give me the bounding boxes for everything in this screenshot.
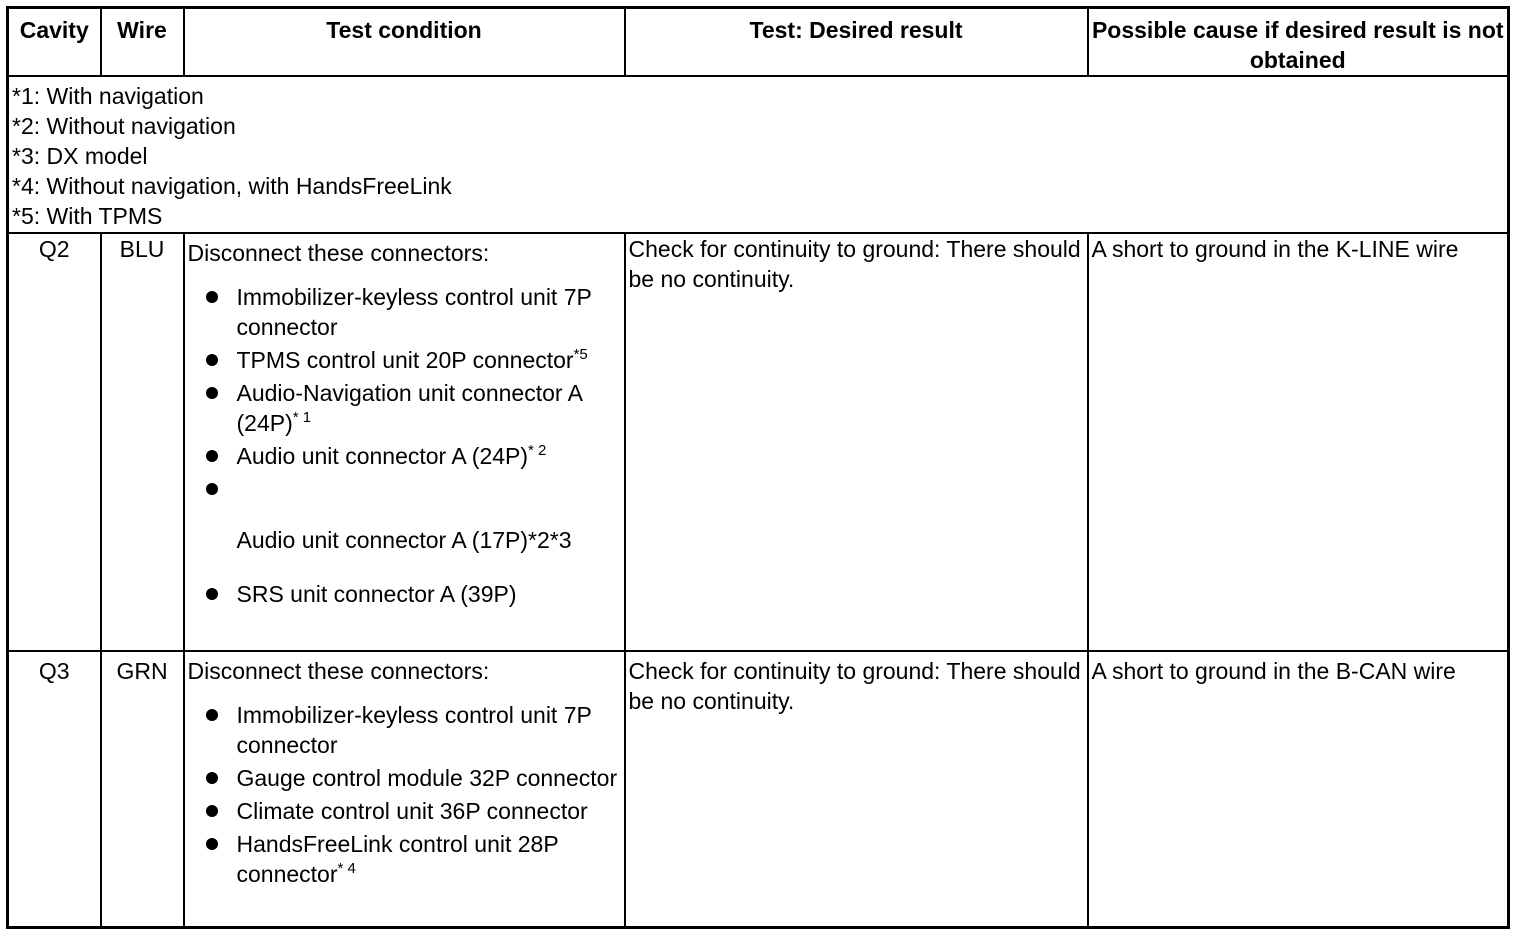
footnote: *5: With TPMS [12,203,163,229]
header-test-condition: Test condition [184,8,625,77]
footnote-ref: * 2 [528,442,547,459]
list-item: TPMS control unit 20P connector$^{*5}$ [188,345,621,375]
list-item: SRS unit connector A (39P) [188,579,621,609]
list-item-text: Audio unit connector A (17P)*2*3 [236,527,572,553]
notes-row [8,76,1509,233]
footnote: *3: DX model [12,143,148,169]
header-possible-cause: Possible cause if desired result is not obtained [1088,8,1509,77]
table-row [8,651,1509,928]
diagnostic-table [6,6,1510,929]
bullet-icon [206,805,218,817]
list-item: Gauge control module 32P connector [188,763,621,793]
connector-list [188,700,621,889]
list-item: HandsFreeLink control unit 28P connector$^{* 4}$ [188,829,621,889]
list-item: Immobilizer-keyless control unit 7P connector [188,700,621,760]
list-item [188,474,621,555]
header-cavity: Cavity [8,8,101,77]
wire-cell: BLU [101,233,184,651]
bullet-icon [206,291,218,303]
list-item: Climate control unit 36P connector [188,796,621,826]
possible-cause-cell: A short to ground in the B-CAN wire [1088,651,1509,928]
bullet-icon [206,588,218,600]
footnote: *2: Without navigation [12,113,236,139]
wire-cell: GRN [101,651,184,928]
desired-result-cell: Check for continuity to ground: There should be no continuity. [625,651,1088,928]
header-wire: Wire [101,8,184,77]
list-item: Audio unit connector A $(24P)^{* 2}$ [188,441,621,471]
footnotes-cell [8,76,1509,233]
list-item: Immobilizer-keyless control unit 7P connector [188,282,621,342]
possible-cause-cell: A short to ground in the K-LINE wire [1088,233,1509,651]
desired-result-cell: Check for continuity to ground: There should be no continuity. [625,233,1088,651]
condition-intro: Disconnect these connectors: [187,240,490,266]
bullet-icon [206,838,218,850]
bullet-icon [206,772,218,784]
bullet-icon [206,450,218,462]
cavity-cell: Q2 [8,233,101,651]
bullet-icon [206,483,218,495]
header-row [8,8,1509,77]
list-item: Audio-Navigation unit connector A $(24P)^{* 1}$ [188,378,621,438]
test-condition-cell [184,651,625,928]
cavity-cell: Q3 [8,651,101,928]
connector-list [188,282,621,609]
bullet-icon [206,709,218,721]
condition-intro: Disconnect these connectors: [187,658,490,684]
footnote-ref: *5 [573,346,588,363]
header-desired-result: Test: Desired result [625,8,1088,77]
footnote-ref: * 4 [337,860,356,877]
footnote-ref: * 1 [292,409,312,426]
footnote: *4: Without navigation, with HandsFreeLink [12,173,452,199]
footnote: *1: With navigation [12,83,204,109]
bullet-icon [206,387,218,399]
bullet-icon [206,354,218,366]
test-condition-cell [184,233,625,651]
table-row [8,233,1509,651]
